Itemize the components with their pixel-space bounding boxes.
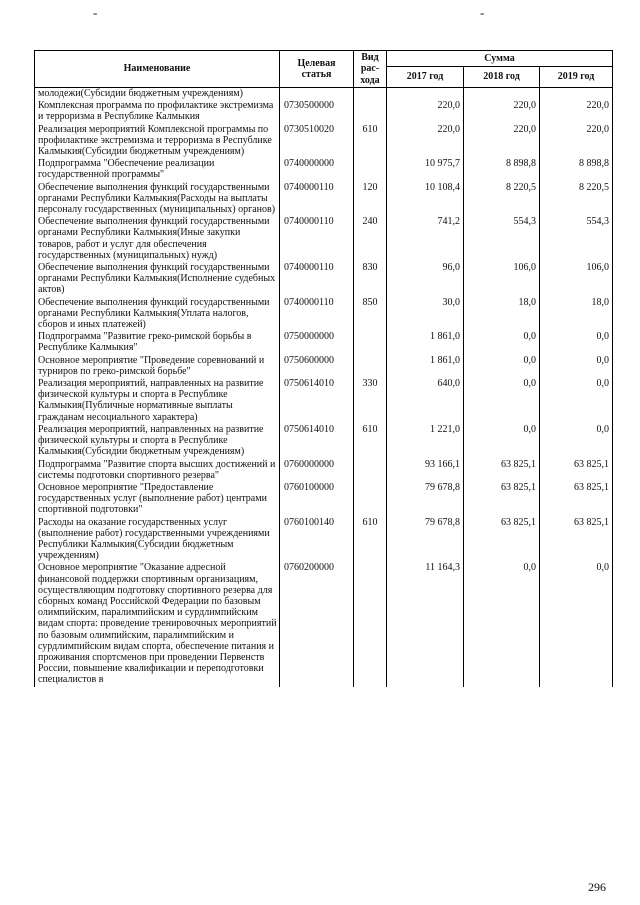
row-sum-2018: 0,0 xyxy=(464,331,540,354)
row-sum-2019: 0,0 xyxy=(540,378,613,424)
row-name: Обеспечение выполнения функций государственными органами Республики Калмыкия(Расходы на выплаты персоналу государственных (муниципальных) органов) xyxy=(35,182,280,217)
row-sum-2019: 63 825,1 xyxy=(540,482,613,517)
row-sum-2017: 741,2 xyxy=(387,216,464,262)
header-vid: Вид рас-хода xyxy=(354,51,387,88)
row-vid xyxy=(354,88,387,101)
row-code: 0740000110 xyxy=(280,297,354,332)
row-vid: 120 xyxy=(354,182,387,217)
row-vid: 610 xyxy=(354,124,387,159)
row-sum-2019 xyxy=(540,88,613,101)
row-vid: 240 xyxy=(354,216,387,262)
row-name: Подпрограмма "Развитие спорта высших достижений и системы подготовки спортивного резерва" xyxy=(35,459,280,482)
header-sum: Сумма xyxy=(387,51,613,67)
table-row xyxy=(35,517,613,563)
row-sum-2019: 0,0 xyxy=(540,355,613,378)
row-sum-2019: 63 825,1 xyxy=(540,459,613,482)
row-sum-2019: 18,0 xyxy=(540,297,613,332)
table-row xyxy=(35,158,613,181)
row-code: 0740000110 xyxy=(280,262,354,297)
row-name: Обеспечение выполнения функций государственными органами Республики Калмыкия(Уплата налогов, сборов и иных платежей) xyxy=(35,297,280,332)
row-vid xyxy=(354,482,387,517)
row-sum-2017: 1 221,0 xyxy=(387,424,464,459)
row-vid: 830 xyxy=(354,262,387,297)
row-sum-2019: 0,0 xyxy=(540,562,613,686)
row-sum-2018: 0,0 xyxy=(464,424,540,459)
row-code: 0760000000 xyxy=(280,459,354,482)
table-row xyxy=(35,182,613,217)
row-sum-2018 xyxy=(464,88,540,101)
row-vid: 850 xyxy=(354,297,387,332)
header-code: Целевая статья xyxy=(280,51,354,88)
row-sum-2018: 220,0 xyxy=(464,100,540,123)
table-row xyxy=(35,262,613,297)
row-sum-2019: 554,3 xyxy=(540,216,613,262)
row-sum-2019: 63 825,1 xyxy=(540,517,613,563)
row-vid: 610 xyxy=(354,424,387,459)
row-sum-2018: 63 825,1 xyxy=(464,459,540,482)
table-row xyxy=(35,482,613,517)
row-sum-2017 xyxy=(387,88,464,101)
row-sum-2018: 554,3 xyxy=(464,216,540,262)
row-sum-2017: 1 861,0 xyxy=(387,331,464,354)
row-vid xyxy=(354,562,387,686)
table-header xyxy=(35,51,613,88)
table-row xyxy=(35,124,613,159)
row-sum-2017: 96,0 xyxy=(387,262,464,297)
table-row xyxy=(35,562,613,686)
row-code xyxy=(280,88,354,101)
row-name: Расходы на оказание государственных услуг (выполнение работ) государственными учреждениями Республики Калмыкия(Субсидии бюджетным учреждениям) xyxy=(35,517,280,563)
row-name: Основное мероприятие "Предоставление государственных услуг (выполнение работ) центрами спортивной подготовки" xyxy=(35,482,280,517)
page-mark-right: - xyxy=(480,5,485,20)
row-sum-2019: 0,0 xyxy=(540,331,613,354)
row-code: 0760200000 xyxy=(280,562,354,686)
row-name: молодежи(Субсидии бюджетным учреждениям) xyxy=(35,88,280,101)
row-code: 0750000000 xyxy=(280,331,354,354)
row-vid xyxy=(354,100,387,123)
row-vid: 610 xyxy=(354,517,387,563)
row-sum-2017: 1 861,0 xyxy=(387,355,464,378)
budget-table xyxy=(34,50,613,687)
row-code: 0740000110 xyxy=(280,216,354,262)
row-name: Реализация мероприятий Комплексной программы по профилактике экстремизма и терроризма в Республике Калмыкия(Субсидии бюджетным учреждениям) xyxy=(35,124,280,159)
row-name: Основное мероприятие "Проведение соревнований и турниров по греко-римской борьбе" xyxy=(35,355,280,378)
row-sum-2017: 79 678,8 xyxy=(387,482,464,517)
row-sum-2019: 8 898,8 xyxy=(540,158,613,181)
table-row xyxy=(35,355,613,378)
table-row xyxy=(35,378,613,424)
row-sum-2018: 8 220,5 xyxy=(464,182,540,217)
row-name: Подпрограмма "Обеспечение реализации государственной программы" xyxy=(35,158,280,181)
row-sum-2018: 18,0 xyxy=(464,297,540,332)
row-sum-2019: 220,0 xyxy=(540,100,613,123)
row-sum-2017: 220,0 xyxy=(387,124,464,159)
row-name: Обеспечение выполнения функций государственными органами Республики Калмыкия(Иные закупки товаров, работ и услуг для обеспечения государственных (муниципальных) нужд) xyxy=(35,216,280,262)
row-vid: 330 xyxy=(354,378,387,424)
row-sum-2018: 0,0 xyxy=(464,378,540,424)
header-year-2019: 2019 год xyxy=(540,67,613,88)
row-sum-2018: 63 825,1 xyxy=(464,482,540,517)
table-row xyxy=(35,331,613,354)
row-name: Реализация мероприятий, направленных на развитие физической культуры и спорта в Республике Калмыкия(Публичные нормативные выплаты гражданам несоциального характера) xyxy=(35,378,280,424)
row-vid xyxy=(354,459,387,482)
row-sum-2018: 0,0 xyxy=(464,355,540,378)
row-name: Подпрограмма "Развитие греко-римской борьбы в Республике Калмыкия" xyxy=(35,331,280,354)
row-sum-2017: 220,0 xyxy=(387,100,464,123)
header-year-2017: 2017 год xyxy=(387,67,464,88)
row-code: 0750614010 xyxy=(280,378,354,424)
table-row xyxy=(35,88,613,101)
row-code: 0730500000 xyxy=(280,100,354,123)
row-code: 0730510020 xyxy=(280,124,354,159)
row-name: Обеспечение выполнения функций государственными органами Республики Калмыкия(Исполнение судебных актов) xyxy=(35,262,280,297)
row-name: Комплексная программа по профилактике экстремизма и терроризма в Республике Калмыкия xyxy=(35,100,280,123)
table-row xyxy=(35,100,613,123)
row-code: 0760100000 xyxy=(280,482,354,517)
row-sum-2017: 11 164,3 xyxy=(387,562,464,686)
row-code: 0750614010 xyxy=(280,424,354,459)
row-code: 0740000110 xyxy=(280,182,354,217)
row-sum-2018: 106,0 xyxy=(464,262,540,297)
page-number: 296 xyxy=(588,880,606,894)
row-sum-2018: 220,0 xyxy=(464,124,540,159)
row-sum-2019: 8 220,5 xyxy=(540,182,613,217)
row-sum-2019: 220,0 xyxy=(540,124,613,159)
row-code: 0760100140 xyxy=(280,517,354,563)
row-vid xyxy=(354,355,387,378)
table-row xyxy=(35,424,613,459)
row-sum-2018: 8 898,8 xyxy=(464,158,540,181)
page-mark-left: - xyxy=(93,5,98,20)
row-sum-2017: 10 108,4 xyxy=(387,182,464,217)
row-vid xyxy=(354,331,387,354)
header-name: Наименование xyxy=(35,51,280,88)
row-sum-2017: 640,0 xyxy=(387,378,464,424)
header-year-2018: 2018 год xyxy=(464,67,540,88)
row-vid xyxy=(354,158,387,181)
row-sum-2019: 0,0 xyxy=(540,424,613,459)
table-row xyxy=(35,297,613,332)
table-row xyxy=(35,459,613,482)
row-code: 0740000000 xyxy=(280,158,354,181)
table-row xyxy=(35,216,613,262)
row-code: 0750600000 xyxy=(280,355,354,378)
row-sum-2018: 63 825,1 xyxy=(464,517,540,563)
row-sum-2017: 93 166,1 xyxy=(387,459,464,482)
row-name: Основное мероприятие "Оказание адресной финансовой поддержки спортивным организациям, осуществляющим подготовку спортивного резерва для сборных команд Российской Федерации по базовым олимпийским, паралимпийским и сурдлимпийским видам спорта: проведение тренировочных мероприятий по базовым олимпийским, паралимпийским и сурдлимпийским видам спорта, обеспечение питания и проживания спортсменов при проведении Первенств России, повышение квалификации и переподготовки специалистов в xyxy=(35,562,280,686)
row-sum-2017: 10 975,7 xyxy=(387,158,464,181)
table-body xyxy=(35,88,613,687)
row-sum-2017: 79 678,8 xyxy=(387,517,464,563)
row-sum-2019: 106,0 xyxy=(540,262,613,297)
row-name: Реализация мероприятий, направленных на развитие физической культуры и спорта в Республике Калмыкия(Субсидии бюджетным учреждениям) xyxy=(35,424,280,459)
row-sum-2018: 0,0 xyxy=(464,562,540,686)
row-sum-2017: 30,0 xyxy=(387,297,464,332)
